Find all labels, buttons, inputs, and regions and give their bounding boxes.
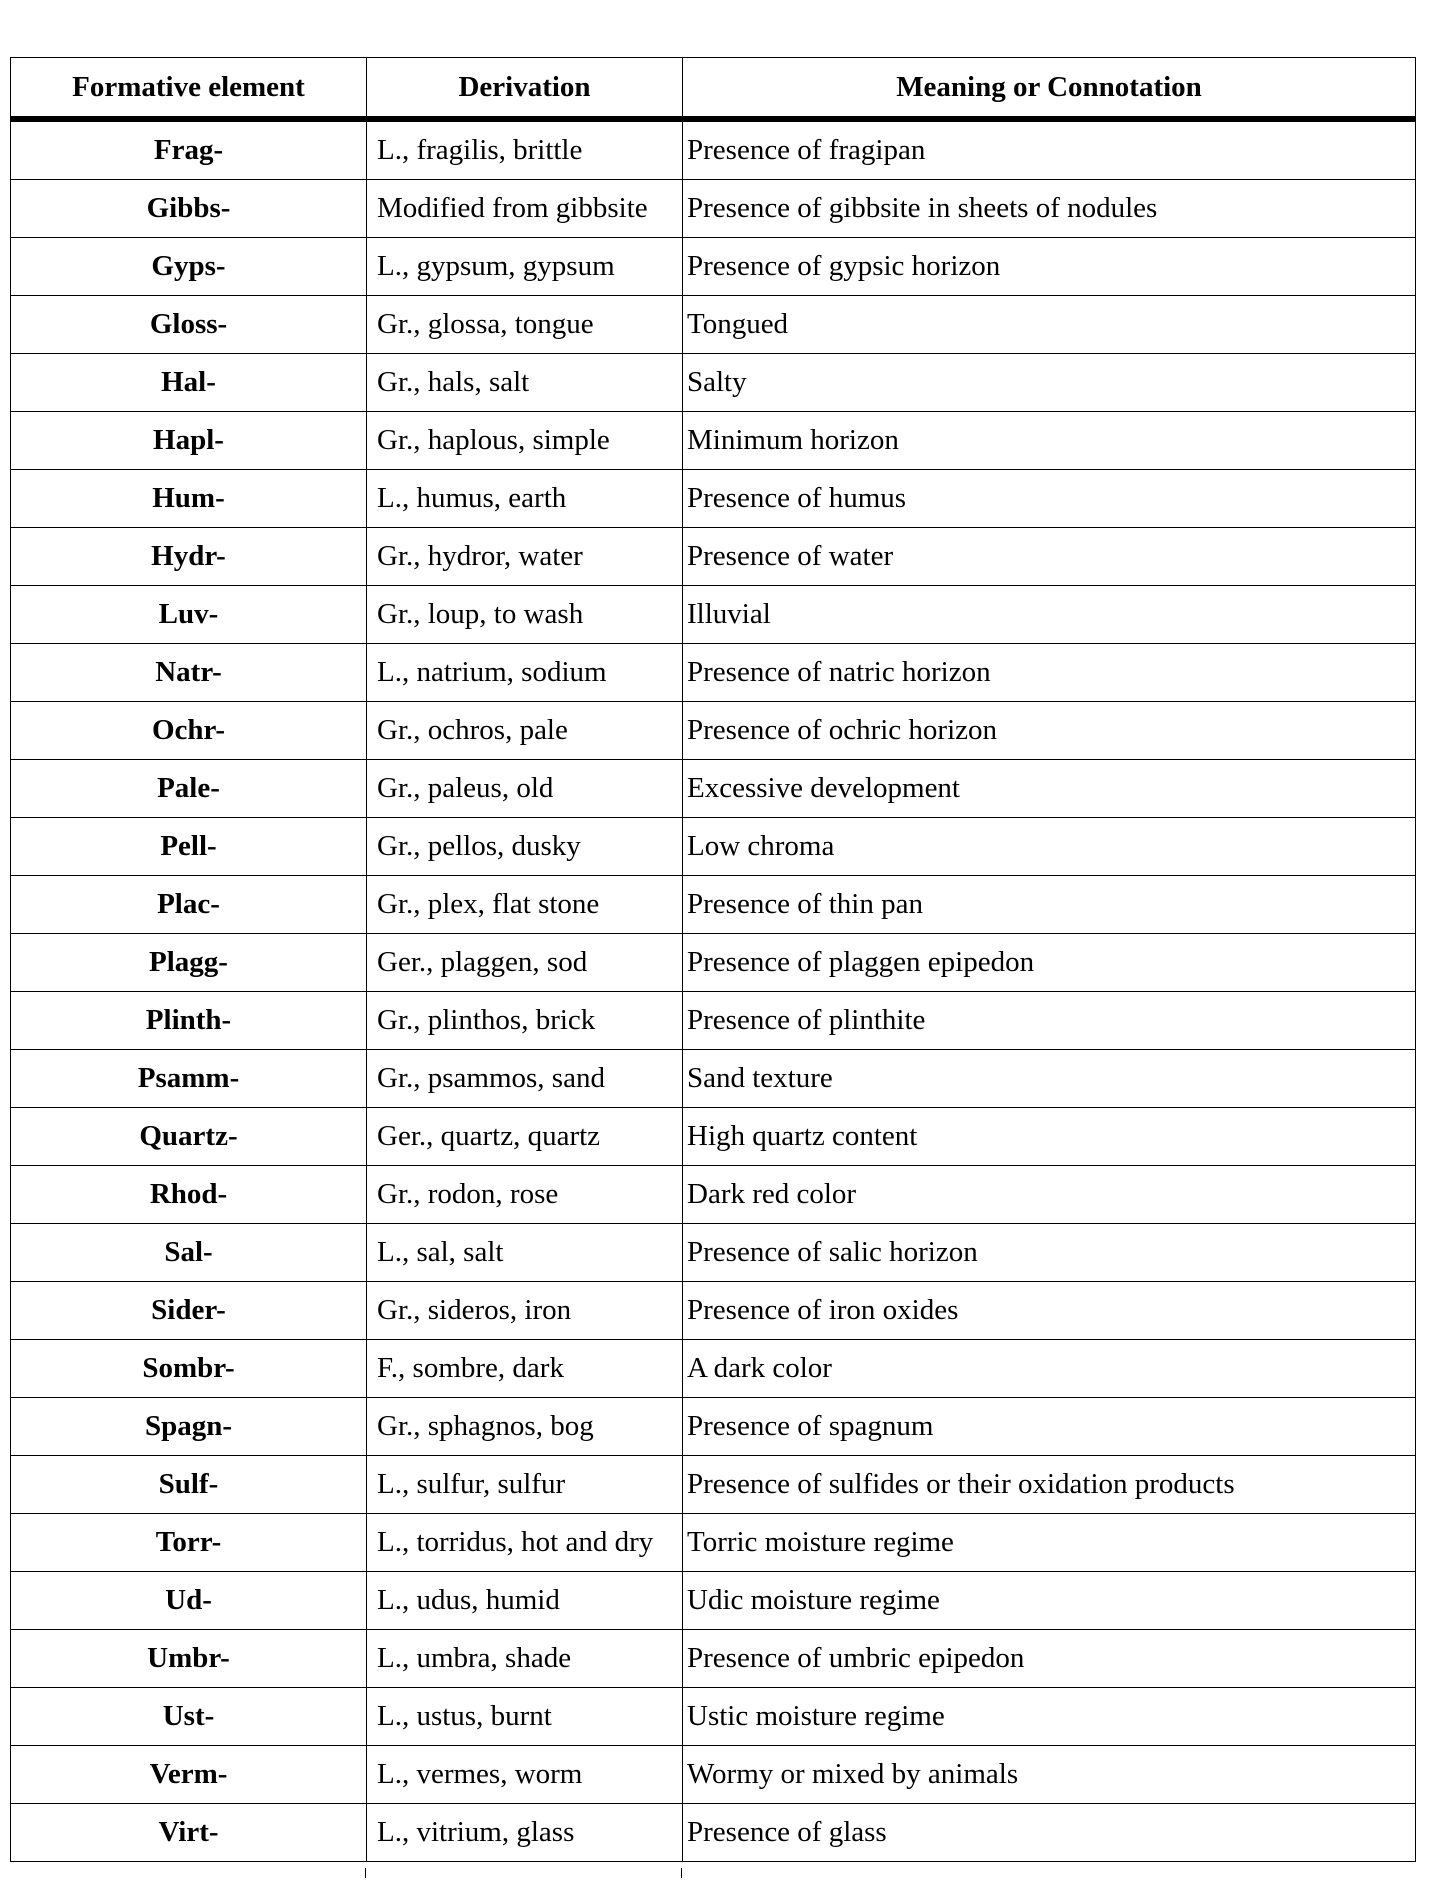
cell-formative-element: Sal- [11,1224,367,1282]
column-divider-tail [365,1868,366,1878]
cell-meaning: Tongued [683,296,1416,354]
cell-meaning: Presence of water [683,528,1416,586]
cell-formative-element: Ust- [11,1688,367,1746]
table-row [11,1572,1416,1630]
cell-formative-element: Psamm- [11,1050,367,1108]
table-body [11,119,1416,1862]
table-row [11,1804,1416,1862]
cell-derivation: Ger., plaggen, sod [367,934,683,992]
cell-formative-element: Sider- [11,1282,367,1340]
cell-meaning: Presence of spagnum [683,1398,1416,1456]
cell-formative-element: Plagg- [11,934,367,992]
cell-meaning: Wormy or mixed by animals [683,1746,1416,1804]
table-row [11,1688,1416,1746]
table-row [11,470,1416,528]
cell-derivation: L., sulfur, sulfur [367,1456,683,1514]
cell-meaning: Presence of umbric epipedon [683,1630,1416,1688]
table-row [11,586,1416,644]
cell-derivation: Gr., sphagnos, bog [367,1398,683,1456]
table-row [11,702,1416,760]
table-row [11,760,1416,818]
table-row [11,1514,1416,1572]
cell-meaning: Udic moisture regime [683,1572,1416,1630]
cell-derivation: Gr., pellos, dusky [367,818,683,876]
cell-derivation: Gr., glossa, tongue [367,296,683,354]
cell-formative-element: Gyps- [11,238,367,296]
cell-meaning: Dark red color [683,1166,1416,1224]
cell-derivation: Gr., plinthos, brick [367,992,683,1050]
cell-derivation: L., torridus, hot and dry [367,1514,683,1572]
table-row [11,1456,1416,1514]
cell-meaning: Presence of sulfides or their oxidation products [683,1456,1416,1514]
cell-meaning: Presence of iron oxides [683,1282,1416,1340]
table-row [11,1746,1416,1804]
cell-derivation: L., humus, earth [367,470,683,528]
table-row [11,876,1416,934]
cell-meaning: Presence of natric horizon [683,644,1416,702]
cell-derivation: F., sombre, dark [367,1340,683,1398]
cell-formative-element: Pell- [11,818,367,876]
cell-derivation: L., fragilis, brittle [367,119,683,180]
cell-formative-element: Frag- [11,119,367,180]
cell-formative-element: Ochr- [11,702,367,760]
cell-meaning: Presence of salic horizon [683,1224,1416,1282]
cell-meaning: Illuvial [683,586,1416,644]
cell-meaning: A dark color [683,1340,1416,1398]
table-row [11,1282,1416,1340]
table-row [11,412,1416,470]
cell-derivation: L., umbra, shade [367,1630,683,1688]
table-row [11,934,1416,992]
table-row [11,1224,1416,1282]
header-meaning: Meaning or Connotation [683,58,1416,120]
table-row [11,296,1416,354]
table-row [11,119,1416,180]
cell-meaning: Excessive development [683,760,1416,818]
table-row [11,354,1416,412]
table-header [11,58,1416,120]
cell-derivation: Gr., loup, to wash [367,586,683,644]
cell-meaning: High quartz content [683,1108,1416,1166]
cell-derivation: Gr., hydror, water [367,528,683,586]
table-row [11,528,1416,586]
cell-formative-element: Luv- [11,586,367,644]
table-row [11,644,1416,702]
cell-derivation: Gr., sideros, iron [367,1282,683,1340]
cell-meaning: Ustic moisture regime [683,1688,1416,1746]
header-row [11,58,1416,120]
table-row [11,1108,1416,1166]
cell-meaning: Sand texture [683,1050,1416,1108]
cell-derivation: L., natrium, sodium [367,644,683,702]
cell-meaning: Presence of fragipan [683,119,1416,180]
cell-derivation: L., vitrium, glass [367,1804,683,1862]
table-row [11,818,1416,876]
cell-formative-element: Plac- [11,876,367,934]
cell-derivation: L., vermes, worm [367,1746,683,1804]
cell-formative-element: Natr- [11,644,367,702]
table-row [11,1398,1416,1456]
cell-meaning: Presence of ochric horizon [683,702,1416,760]
cell-formative-element: Hapl- [11,412,367,470]
cell-meaning: Presence of plinthite [683,992,1416,1050]
cell-derivation: L., sal, salt [367,1224,683,1282]
cell-formative-element: Sombr- [11,1340,367,1398]
cell-formative-element: Ud- [11,1572,367,1630]
cell-formative-element: Rhod- [11,1166,367,1224]
formative-elements-table [10,57,1416,1862]
cell-formative-element: Virt- [11,1804,367,1862]
cell-derivation: Gr., haplous, simple [367,412,683,470]
cell-meaning: Minimum horizon [683,412,1416,470]
cell-derivation: L., udus, humid [367,1572,683,1630]
cell-derivation: Gr., hals, salt [367,354,683,412]
table-row [11,238,1416,296]
cell-formative-element: Torr- [11,1514,367,1572]
cell-formative-element: Hydr- [11,528,367,586]
cell-meaning: Presence of thin pan [683,876,1416,934]
cell-derivation: Gr., psammos, sand [367,1050,683,1108]
cell-formative-element: Gloss- [11,296,367,354]
table-row [11,1340,1416,1398]
cell-meaning: Presence of plaggen epipedon [683,934,1416,992]
cell-derivation: Gr., rodon, rose [367,1166,683,1224]
header-formative-element: Formative element [11,58,367,120]
cell-formative-element: Quartz- [11,1108,367,1166]
cell-formative-element: Umbr- [11,1630,367,1688]
cell-formative-element: Spagn- [11,1398,367,1456]
cell-derivation: Gr., paleus, old [367,760,683,818]
column-divider-tail [681,1868,682,1878]
cell-formative-element: Hal- [11,354,367,412]
cell-meaning: Presence of humus [683,470,1416,528]
cell-formative-element: Hum- [11,470,367,528]
cell-meaning: Presence of glass [683,1804,1416,1862]
cell-meaning: Salty [683,354,1416,412]
table-row [11,992,1416,1050]
cell-meaning: Presence of gibbsite in sheets of nodules [683,180,1416,238]
table-row [11,1630,1416,1688]
table-row [11,180,1416,238]
table-row [11,1166,1416,1224]
cell-formative-element: Pale- [11,760,367,818]
cell-derivation: L., ustus, burnt [367,1688,683,1746]
cell-formative-element: Plinth- [11,992,367,1050]
cell-formative-element: Sulf- [11,1456,367,1514]
cell-meaning: Torric moisture regime [683,1514,1416,1572]
cell-derivation: Gr., plex, flat stone [367,876,683,934]
cell-derivation: L., gypsum, gypsum [367,238,683,296]
cell-formative-element: Verm- [11,1746,367,1804]
header-derivation: Derivation [367,58,683,120]
cell-meaning: Presence of gypsic horizon [683,238,1416,296]
cell-derivation: Ger., quartz, quartz [367,1108,683,1166]
cell-derivation: Gr., ochros, pale [367,702,683,760]
table-row [11,1050,1416,1108]
cell-meaning: Low chroma [683,818,1416,876]
cell-derivation: Modified from gibbsite [367,180,683,238]
cell-formative-element: Gibbs- [11,180,367,238]
